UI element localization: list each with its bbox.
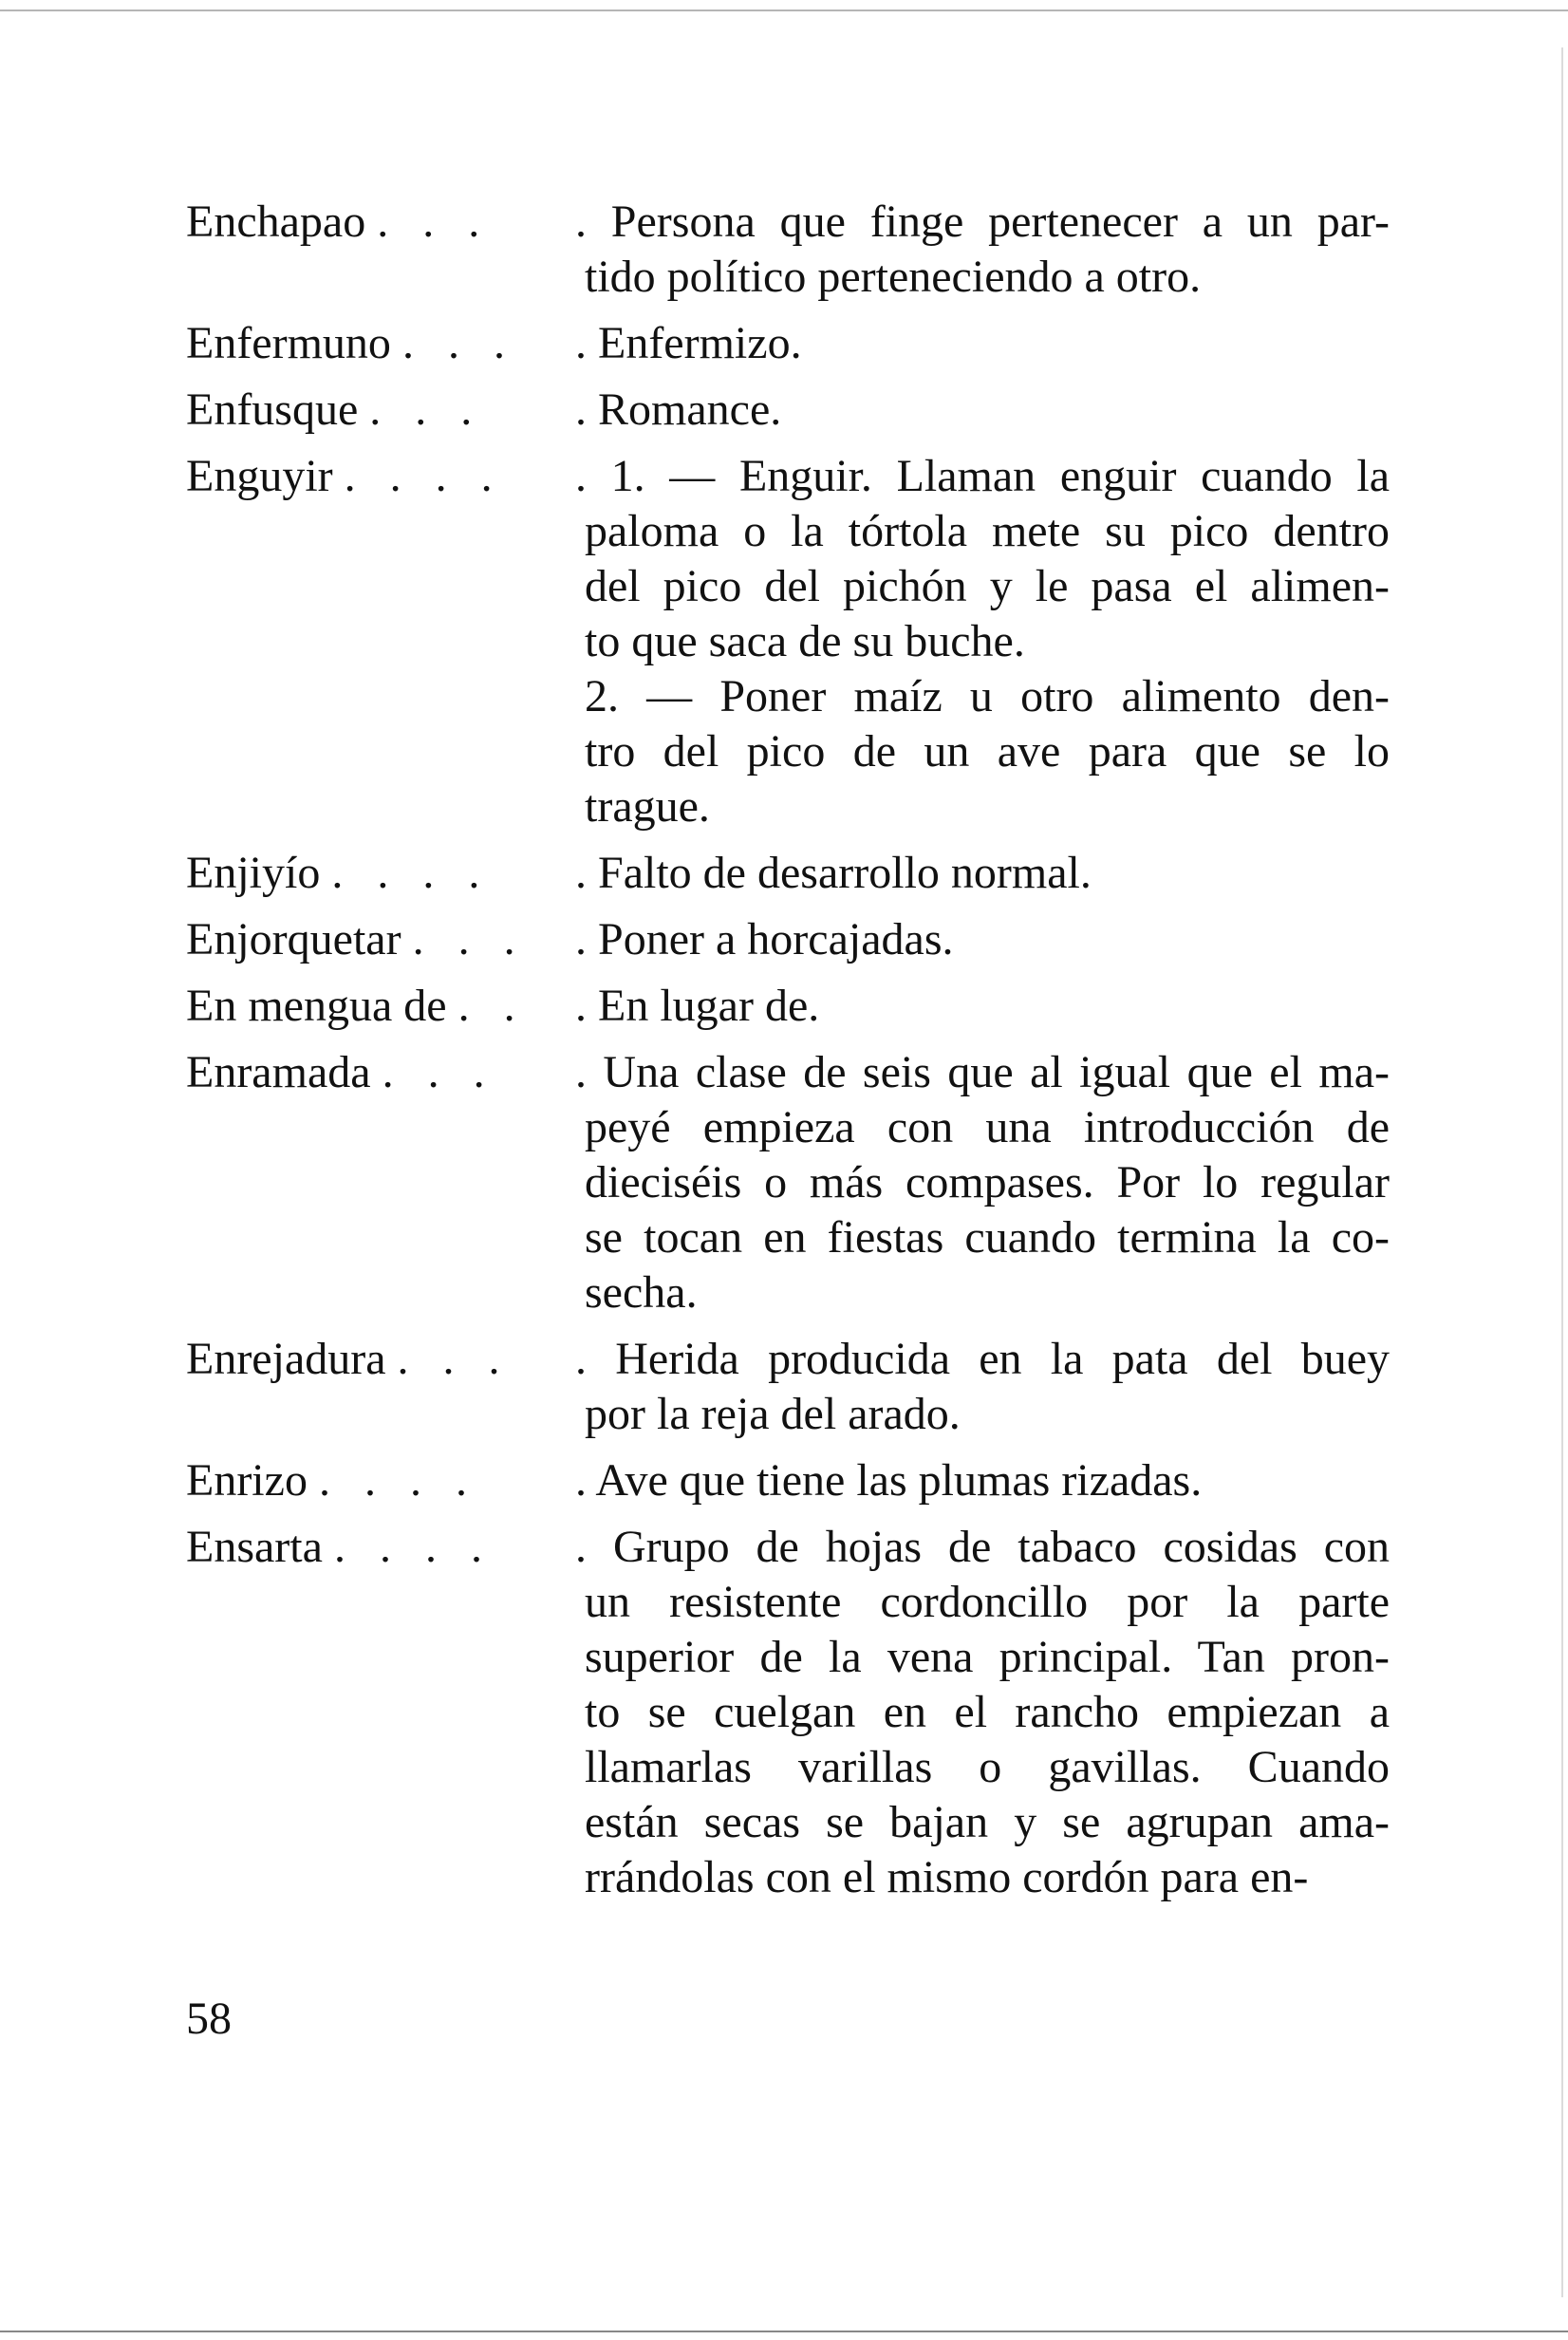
- entry-definition: [575, 1332, 1390, 1442]
- page-top-edge: [0, 9, 1568, 11]
- entry-term-word: Enjorquetar: [186, 914, 401, 964]
- entry-term: [186, 1332, 566, 1387]
- page-right-edge: [1561, 47, 1563, 2297]
- glossary-entry: [186, 1520, 1390, 1905]
- definition-line: . Una clase de seis que al igual que el ma-: [575, 1047, 1390, 1097]
- glossary-entry: [186, 383, 1390, 438]
- definition-line: por la reja del arado.: [585, 1389, 961, 1439]
- definition-line: paloma o la tórtola mete su pico dentro: [585, 506, 1390, 556]
- entry-definition: [575, 383, 1390, 438]
- definition-line: un resistente cordoncillo por la parte: [585, 1577, 1390, 1627]
- page-bottom-edge: [0, 2331, 1568, 2332]
- entry-term: [186, 383, 566, 438]
- definition-line: . Herida producida en la pata del buey: [575, 1334, 1390, 1384]
- definition-line: . Enfermizo.: [575, 318, 802, 368]
- definition-line: to que saca de su buche.: [585, 616, 1025, 666]
- definition-line: del pico del pichón y le pasa el alimen-: [585, 561, 1390, 611]
- definition-line: están secas se bajan y se agrupan ama-: [585, 1797, 1390, 1847]
- entry-definition: [575, 846, 1390, 901]
- definition-line: . Romance.: [575, 384, 782, 435]
- entry-term: [186, 912, 566, 967]
- entry-term: [186, 1453, 566, 1508]
- entry-term: [186, 1045, 566, 1100]
- entry-term-word: Enjiyío: [186, 848, 321, 898]
- entry-term: [186, 846, 566, 901]
- entry-term-word: Enrejadura: [186, 1334, 386, 1384]
- entry-term-word: Enrizo: [186, 1455, 308, 1506]
- entry-term-word: En mengua de: [186, 981, 447, 1031]
- entry-definition: [575, 449, 1390, 834]
- glossary-entry: [186, 1045, 1390, 1320]
- entry-dot-leader: . . . .: [331, 848, 492, 898]
- entry-term: [186, 979, 566, 1034]
- entry-definition: [575, 195, 1390, 305]
- entry-dot-leader: . . . .: [344, 451, 504, 501]
- entry-term-word: Enchapao: [186, 197, 366, 247]
- entry-term: [186, 1520, 566, 1575]
- entry-term-word: Enfusque: [186, 384, 359, 435]
- entry-dot-leader: . . . .: [333, 1522, 494, 1572]
- entry-definition: [575, 1520, 1390, 1905]
- glossary-entry: [186, 1453, 1390, 1508]
- definition-line: . Falto de desarrollo normal.: [575, 848, 1092, 898]
- entry-dot-leader: . . .: [397, 1334, 512, 1384]
- entry-definition: [575, 912, 1390, 967]
- definition-line: . 1. — Enguir. Llaman enguir cuando la: [575, 451, 1390, 501]
- definition-line: tido político perteneciendo a otro.: [585, 252, 1202, 302]
- definition-line: . En lugar de.: [575, 981, 820, 1031]
- entry-dot-leader: . . .: [412, 914, 527, 964]
- entry-term-word: Ensarta: [186, 1522, 323, 1572]
- glossary-entry: [186, 316, 1390, 371]
- definition-line: dieciséis o más compases. Por lo regular: [585, 1157, 1390, 1207]
- entry-term-word: Enfermuno: [186, 318, 391, 368]
- definition-line: . Poner a horcajadas.: [575, 914, 954, 964]
- definition-line: 2. — Poner maíz u otro alimento den-: [585, 671, 1390, 721]
- glossary-entry: [186, 846, 1390, 901]
- entry-dot-leader: . . .: [382, 1047, 496, 1097]
- definition-line: superior de la vena principal. Tan pron-: [585, 1632, 1390, 1682]
- glossary-entry: [186, 449, 1390, 834]
- entry-term: [186, 195, 566, 250]
- definition-line: rrándolas con el mismo cordón para en-: [585, 1852, 1309, 1902]
- entry-term: [186, 449, 566, 504]
- entry-term: [186, 316, 566, 371]
- glossary-entry: [186, 195, 1390, 305]
- entry-dot-leader: . . .: [369, 384, 484, 435]
- entry-dot-leader: . . .: [401, 318, 516, 368]
- definition-line: tro del pico de un ave para que se lo: [585, 726, 1390, 777]
- entry-definition: [575, 316, 1390, 371]
- definition-line: trague.: [585, 781, 710, 832]
- definition-line: peyé empieza con una introducción de: [585, 1102, 1390, 1152]
- entry-definition: [575, 1045, 1390, 1320]
- entry-dot-leader: . .: [457, 981, 527, 1031]
- definition-line: . Persona que finge pertenecer a un par-: [575, 197, 1390, 247]
- page-number: 58: [186, 1994, 232, 2044]
- glossary-entry: [186, 1332, 1390, 1442]
- entry-term-word: Enguyir: [186, 451, 333, 501]
- definition-line: se tocan en fiestas cuando termina la co-: [585, 1212, 1390, 1263]
- definition-line: . Ave que tiene las plumas rizadas.: [575, 1455, 1203, 1506]
- entry-term-word: Enramada: [186, 1047, 371, 1097]
- definition-line: to se cuelgan en el rancho empiezan a: [585, 1687, 1390, 1737]
- glossary-entries: [186, 195, 1390, 1917]
- entry-dot-leader: . . . .: [318, 1455, 478, 1506]
- entry-dot-leader: . . .: [377, 197, 492, 247]
- entry-definition: [575, 1453, 1390, 1508]
- glossary-entry: [186, 912, 1390, 967]
- definition-line: . Grupo de hojas de tabaco cosidas con: [575, 1522, 1390, 1572]
- glossary-entry: [186, 979, 1390, 1034]
- definition-line: llamarlas varillas o gavillas. Cuando: [585, 1742, 1390, 1792]
- definition-line: secha.: [585, 1267, 698, 1318]
- entry-definition: [575, 979, 1390, 1034]
